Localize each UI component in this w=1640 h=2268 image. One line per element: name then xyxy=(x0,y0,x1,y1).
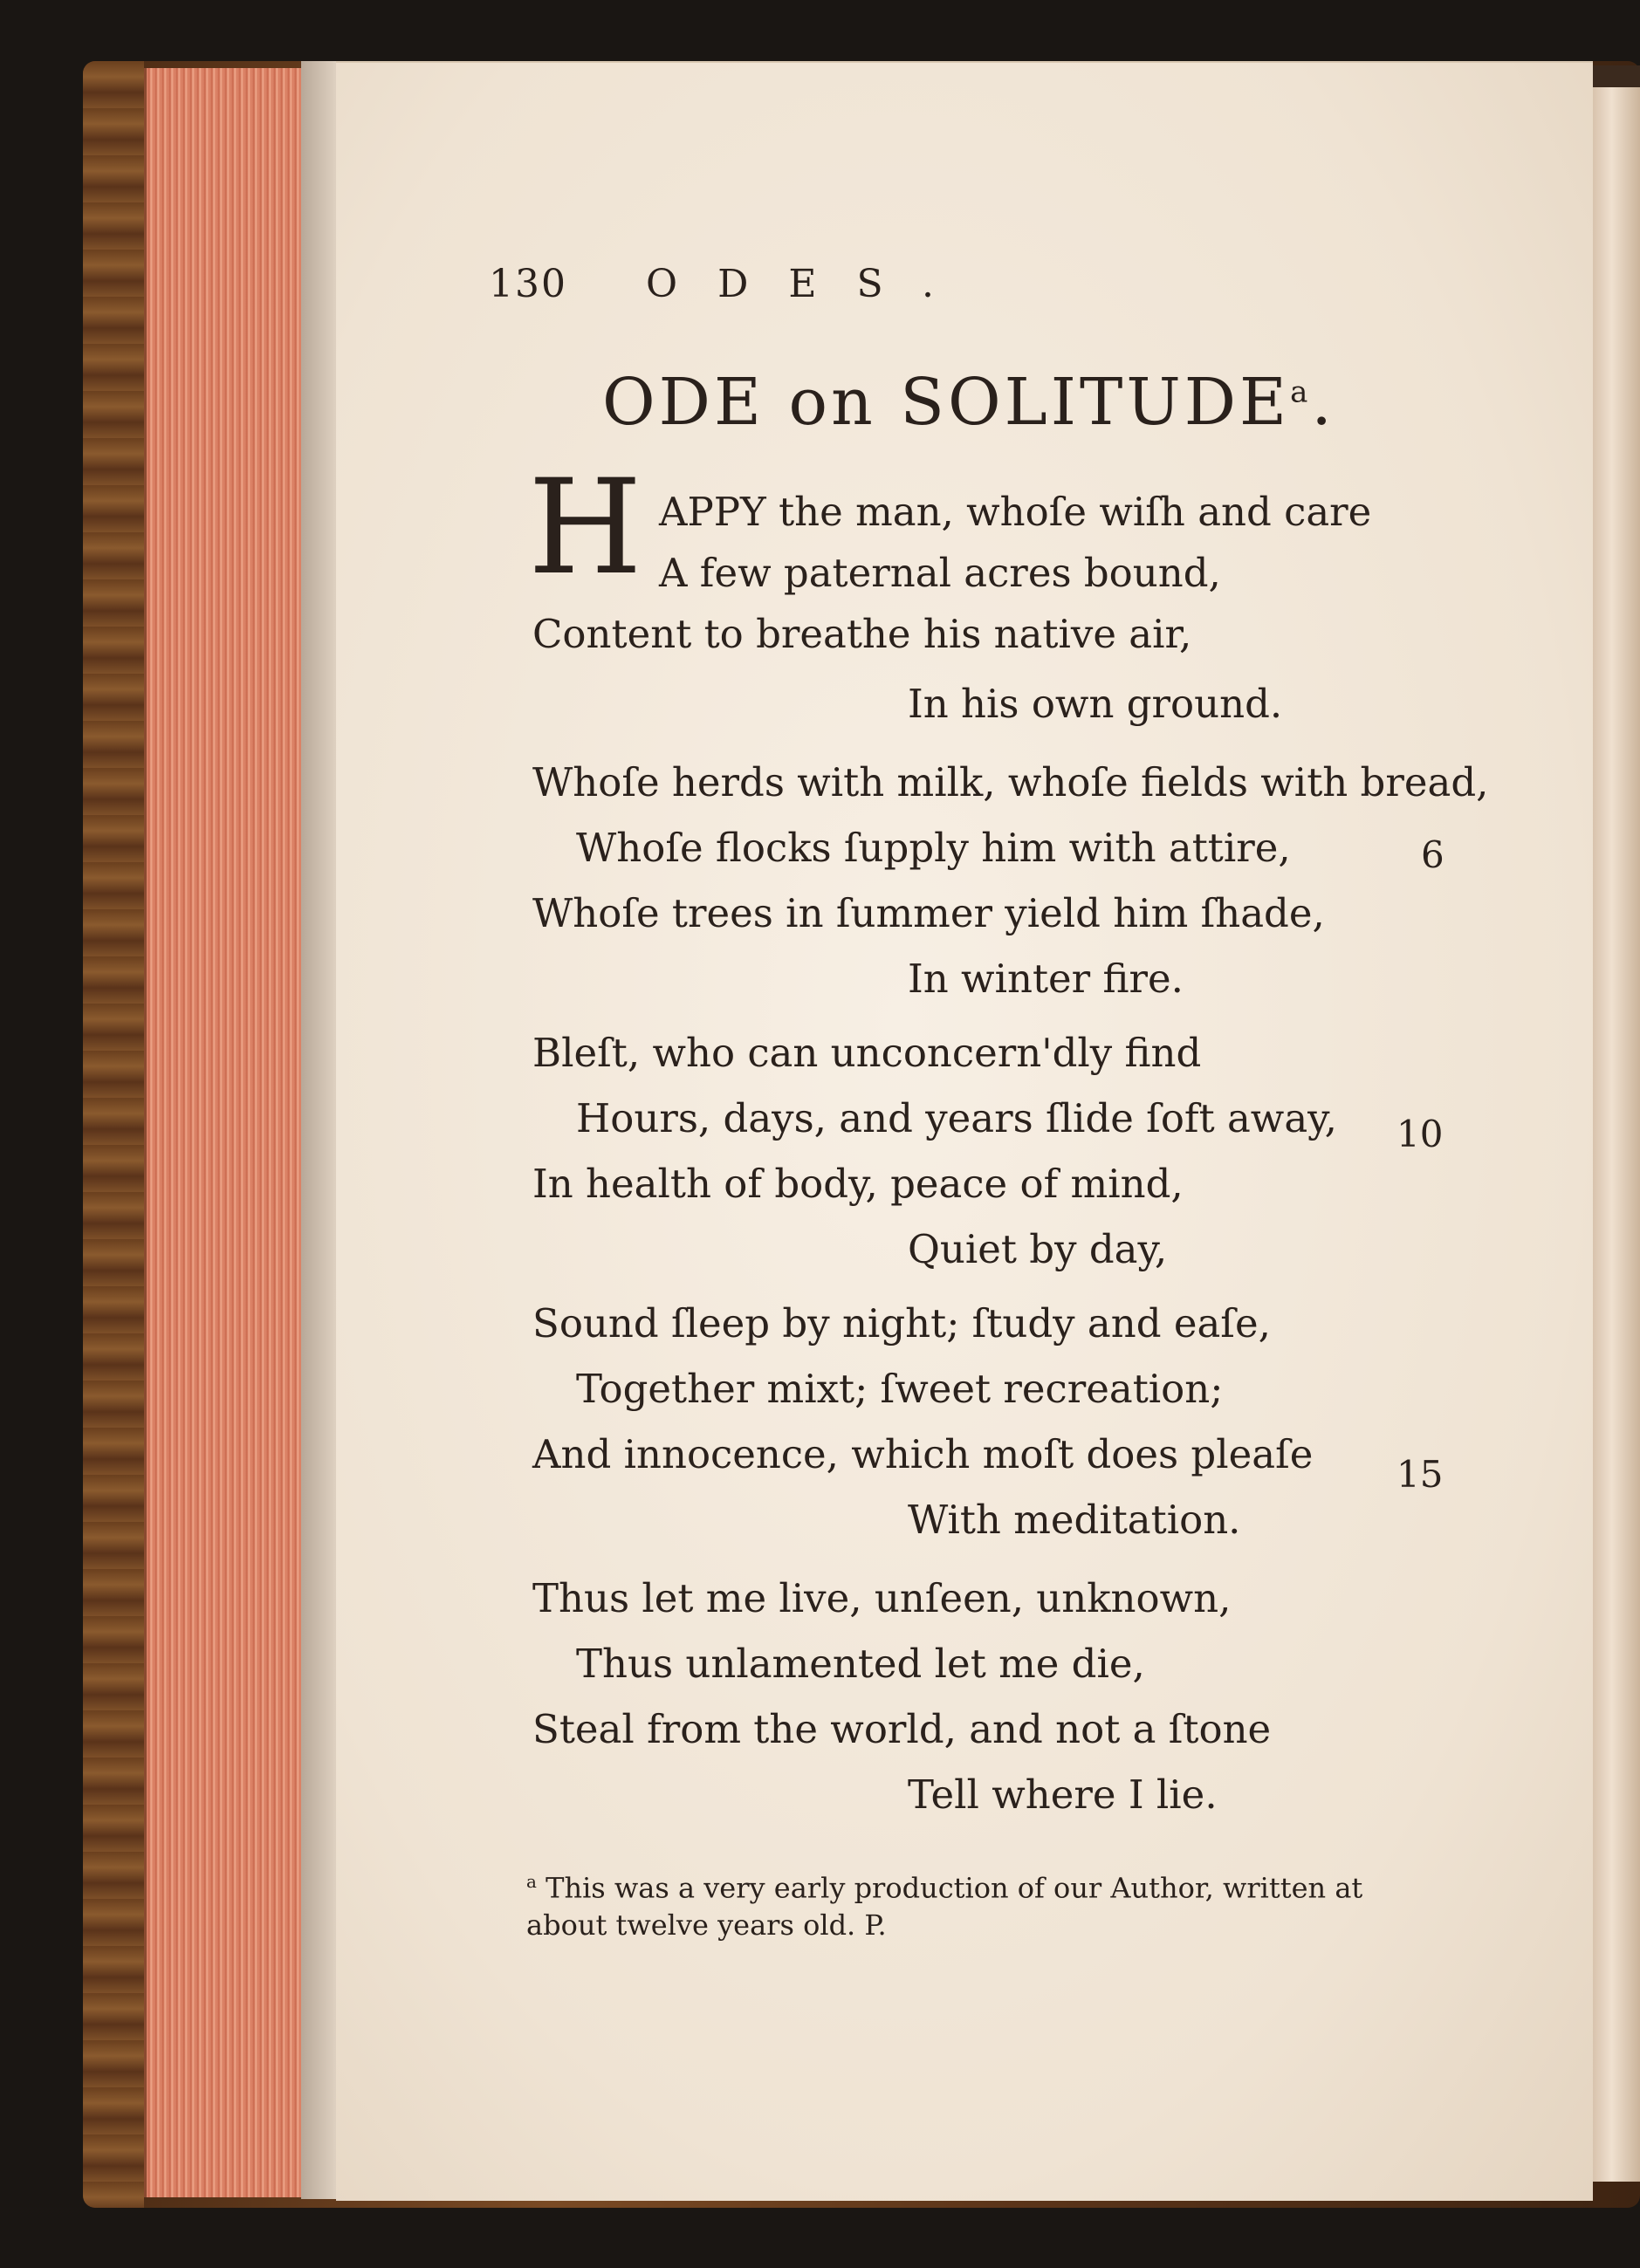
line-number: 15 xyxy=(1396,1453,1444,1496)
poem-line: Together mixt; ſweet recreation; xyxy=(576,1366,1224,1412)
poem-line: Quiet by day, xyxy=(908,1226,1168,1272)
page-gutter xyxy=(301,61,340,2199)
title-footnote-marker: a xyxy=(1290,374,1312,410)
footnote-text: This was a very early production of our Author, written at about twelve years old. P. xyxy=(526,1871,1363,1942)
poem-line: Whoſe flocks ſupply him with attire, xyxy=(576,825,1291,871)
poem-line: Thus let me live, unſeen, unknown, xyxy=(532,1575,1232,1621)
line-number: 6 xyxy=(1421,833,1444,876)
poem-line: Sound ſleep by night; ſtudy and eaſe, xyxy=(532,1300,1271,1346)
page-edges xyxy=(144,68,312,2197)
poem-line: Whoſe herds with milk, whoſe fields with bread, xyxy=(532,759,1489,805)
poem-line: Content to breathe his native air, xyxy=(532,611,1192,657)
line-number: 10 xyxy=(1396,1113,1444,1155)
poem-title-text: ODE on SOLITUDE xyxy=(602,365,1291,440)
poem-line: With meditation. xyxy=(908,1497,1241,1543)
poem-line: And innocence, which moſt does pleaſe xyxy=(532,1431,1314,1477)
poem-line: A few paternal acres bound, xyxy=(659,550,1221,596)
poem-line: In winter fire. xyxy=(908,956,1184,1002)
book-spine xyxy=(83,61,144,2208)
facing-page-edge xyxy=(1593,87,1640,2182)
poem-line: Thus unlamented let me die, xyxy=(576,1641,1145,1687)
poem-line: In health of body, peace of mind, xyxy=(532,1161,1184,1207)
poem-line: Hours, days, and years ſlide ſoft away, xyxy=(576,1095,1337,1141)
poem-line: APPY the man, whoſe wiſh and care xyxy=(659,489,1372,535)
poem-title: ODE on SOLITUDE$^a$. xyxy=(602,365,1335,440)
poem-line: Whoſe trees in ſummer yield him ſhade, xyxy=(532,890,1325,936)
page-number: 130 xyxy=(489,262,567,306)
drop-cap: H xyxy=(528,452,642,604)
running-head xyxy=(489,262,1187,306)
poem-line: In his own ground. xyxy=(908,681,1283,727)
poem-line: Steal from the world, and not a ſtone xyxy=(532,1706,1272,1752)
footnote xyxy=(526,1863,1451,1943)
poem-line: Bleſt, who can unconcern'dly find xyxy=(532,1030,1202,1076)
poem-line: Tell where I lie. xyxy=(908,1771,1218,1818)
footnote-marker: a xyxy=(526,1871,537,1892)
running-title: ODES. xyxy=(646,262,975,306)
